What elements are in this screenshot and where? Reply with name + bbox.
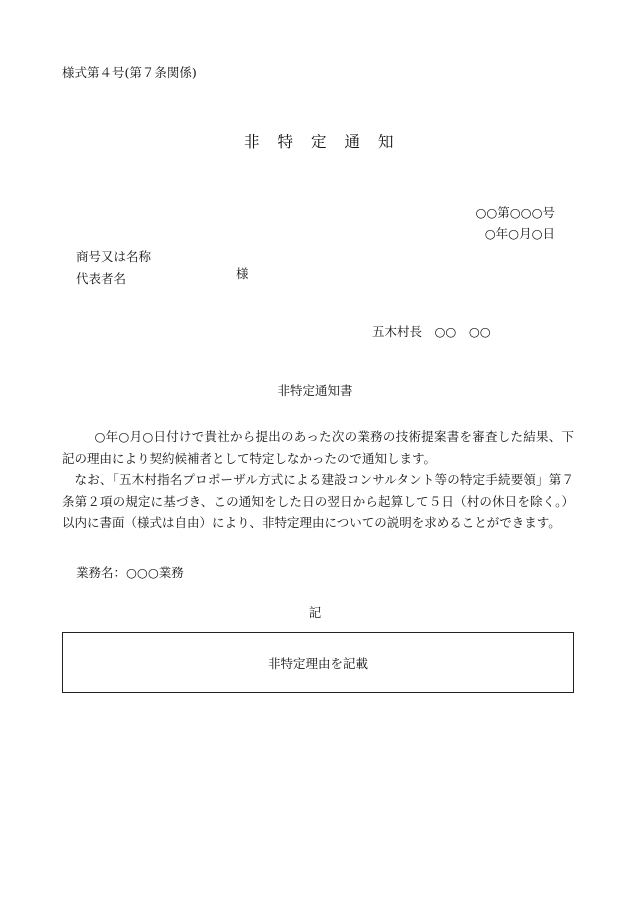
- body-text: [62, 426, 574, 534]
- document-title: 非特定通知: [244, 133, 412, 151]
- company-name-label: 商号又は名称: [76, 249, 152, 264]
- form-id: 様式第４号(第７条関係): [62, 65, 197, 80]
- reason-box-text: 非特定理由を記載: [267, 655, 368, 671]
- sender-name: 五木村長 ○○ ○○: [372, 324, 491, 339]
- body-paragraph-1: ○年○月○日付けで貴社から提出のあった次の業務の技術提案書を審査した結果、下記の理由により契約候補者として特定しなかったので通知します。: [62, 429, 574, 466]
- document-date: ○年○月○日: [484, 226, 555, 241]
- notice-title: 非特定通知書: [277, 383, 353, 398]
- ki-heading: 記: [308, 605, 322, 620]
- representative-label: 代表者名: [76, 271, 127, 286]
- reason-box: [62, 632, 574, 693]
- document-number: ○○第○○○号: [475, 205, 555, 220]
- work-name: 業務名：○○○業務: [76, 565, 184, 580]
- honorific: 様: [236, 266, 249, 281]
- body-paragraph-2: なお、「五木村指名プロポーザル方式による建設コンサルタント等の特定手続要領」第７条第２項の規定に基づき、この通知をした日の翌日から起算して５日（村の休日を除く。）以内に書面（様式は自由）により、非特定理由についての説明を求めることができます。: [62, 472, 574, 531]
